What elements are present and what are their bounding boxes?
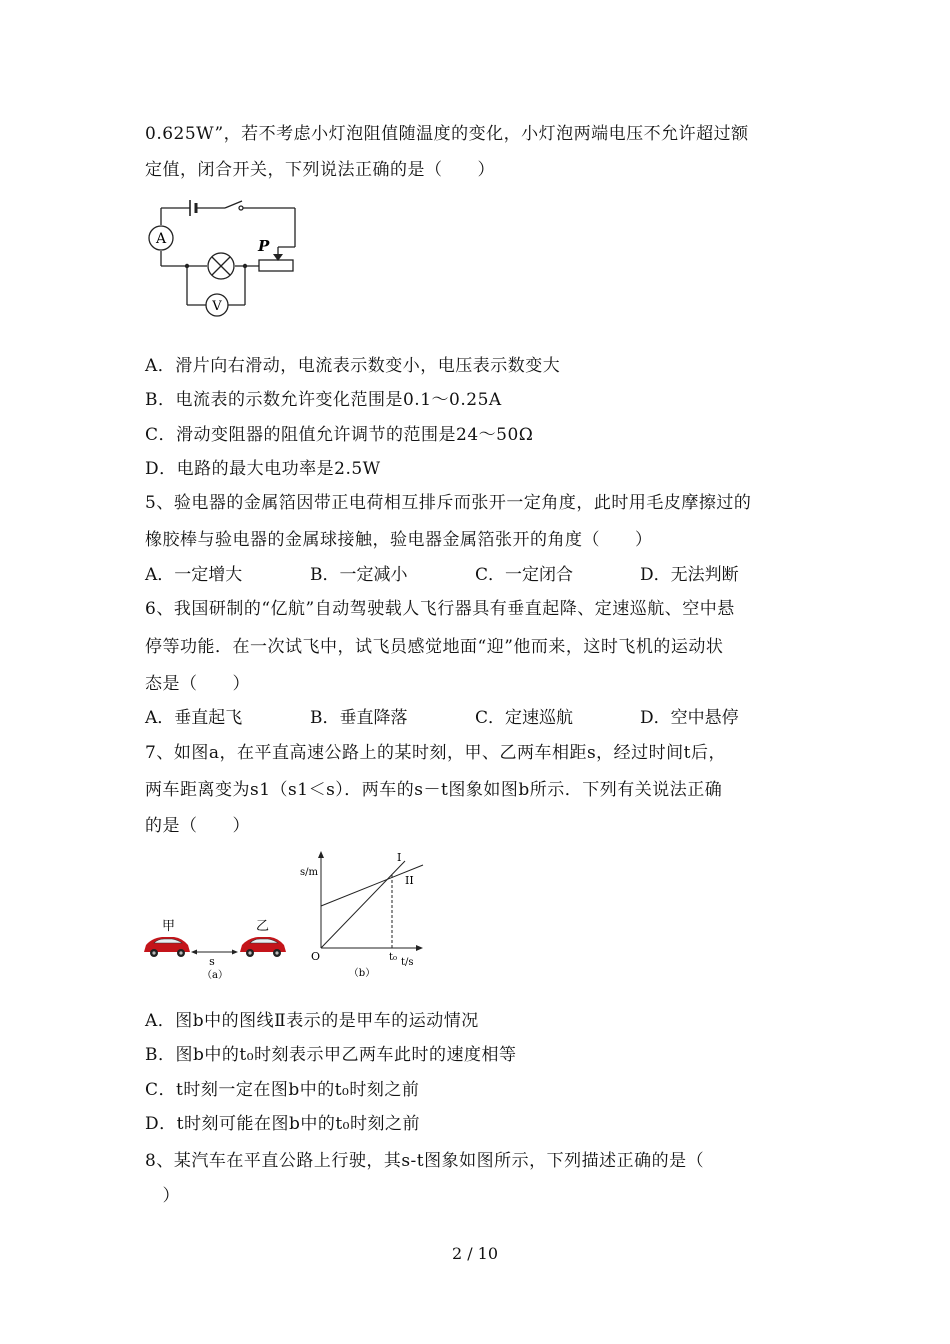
figure-b-caption: （b） xyxy=(348,968,376,979)
question4-option-d: D．电路的最大电功率是2.5W xyxy=(145,459,381,479)
graph-xlabel: t/s xyxy=(401,957,414,968)
question5-option-b: B．一定减小 xyxy=(310,565,408,585)
question7-option-b: B．图b中的t₀时刻表示甲乙两车此时的速度相等 xyxy=(145,1045,517,1065)
question6-option-c: C．定速巡航 xyxy=(475,708,574,728)
question7-option-a: A．图b中的图线Ⅱ表示的是甲车的运动情况 xyxy=(145,1011,479,1031)
question7-option-d: D．t时刻可能在图b中的t₀时刻之前 xyxy=(145,1114,420,1134)
question4-option-c: C．滑动变阻器的阻值允许调节的范围是24～50Ω xyxy=(145,425,534,445)
question7-stem-line3: 的是（ ） xyxy=(145,816,250,836)
car-yi-icon xyxy=(240,937,286,957)
question7-stem-line2: 两车距离变为s1（s1＜s）．两车的s－t图象如图b所示．下列有关说法正确 xyxy=(145,780,723,800)
question4-stem-line2: 定值，闭合开关，下列说法正确的是（ ） xyxy=(145,160,495,180)
question5-stem-line1: 5、验电器的金属箔因带正电荷相互排斥而张开一定角度，此时用毛皮摩擦过的 xyxy=(145,493,752,513)
question5-option-c: C．一定闭合 xyxy=(475,565,574,585)
graph-line-I xyxy=(321,861,405,948)
question6-stem-line3: 态是（ ） xyxy=(145,674,250,694)
question6-stem-line2: 停等功能．在一次试飞中，试飞员感觉地面“迎”他而来，这时飞机的运动状 xyxy=(145,637,724,657)
question4-stem-line1: 0.625W”，若不考虑小灯泡阻值随温度的变化，小灯泡两端电压不允许超过额 xyxy=(145,124,749,144)
page-number: 2 / 10 xyxy=(451,1244,499,1263)
graph-t0: t₀ xyxy=(389,952,398,963)
graph-origin: O xyxy=(311,950,321,963)
question5-option-d: D．无法判断 xyxy=(640,565,739,585)
question4-option-a: A．滑片向右滑动，电流表示数变小，电压表示数变大 xyxy=(145,356,561,376)
question6-option-a: A．垂直起飞 xyxy=(145,708,243,728)
distance-s-label: s xyxy=(209,955,215,968)
slider-label: P xyxy=(258,237,270,255)
question8-stem-line2: ） xyxy=(145,1186,180,1206)
question7-stem-line1: 7、如图a，在平直高速公路上的某时刻，甲、乙两车相距s，经过时间t后， xyxy=(145,743,727,763)
figure-a-cars xyxy=(140,912,295,980)
question5-option-a: A．一定增大 xyxy=(145,565,243,585)
question4-option-b: B．电流表的示数允许变化范围是0.1～0.25A xyxy=(145,390,502,410)
question6-stem-line1: 6、我国研制的“亿航”自动驾驶载人飞行器具有垂直起降、定速巡航、空中悬 xyxy=(145,599,735,619)
graph-line-I-label: I xyxy=(397,851,402,864)
car-jia-label: 甲 xyxy=(162,919,176,934)
circuit-diagram xyxy=(145,195,305,323)
question5-stem-line2: 橡胶棒与验电器的金属球接触，验电器金属箔张开的角度（ ） xyxy=(145,530,653,550)
figure-b-st-graph xyxy=(296,847,436,980)
graph-ylabel: s/m xyxy=(300,867,318,878)
figure-a-caption: （a） xyxy=(202,970,228,980)
car-jia-icon xyxy=(144,937,190,957)
question7-option-c: C．t时刻一定在图b中的t₀时刻之前 xyxy=(145,1080,420,1100)
car-yi-label: 乙 xyxy=(256,919,270,934)
voltmeter-label: V xyxy=(212,299,222,314)
ammeter-label: A xyxy=(155,231,167,247)
graph-line-II-label: II xyxy=(405,874,414,887)
question6-option-b: B．垂直降落 xyxy=(310,708,408,728)
question6-option-d: D．空中悬停 xyxy=(640,708,739,728)
question8-stem-line1: 8、某汽车在平直公路上行驶，其s-t图象如图所示，下列描述正确的是（ xyxy=(145,1151,705,1171)
